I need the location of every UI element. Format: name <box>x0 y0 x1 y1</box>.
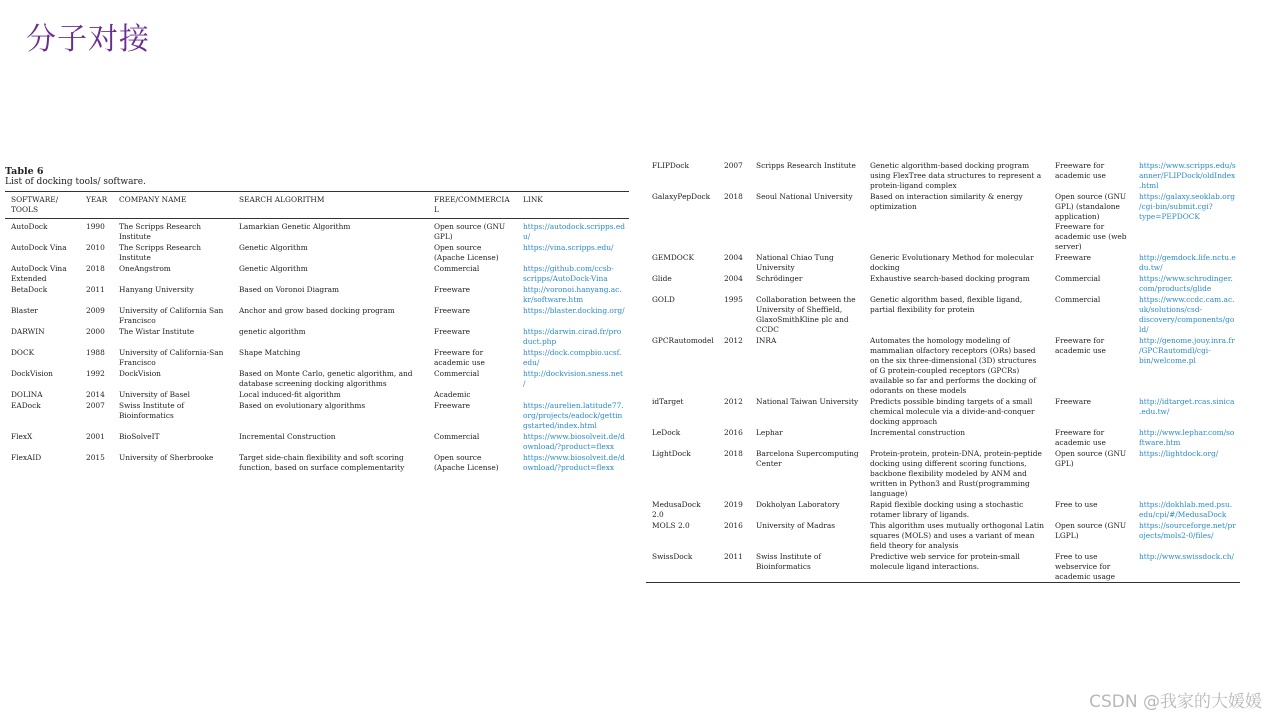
cell-algorithm: Genetic algorithm-based docking program using FlexTree data structures to represent a protein-ligand complex <box>870 161 1042 190</box>
cell-software: LeDock <box>652 428 681 437</box>
cell-software: AutoDock Vina <box>11 243 67 252</box>
table-row <box>646 160 1240 191</box>
cell-algorithm: Target side-chain flexibility and soft scoring function, based on surface complementarity <box>239 453 405 472</box>
cell-link[interactable]: https://vina.scripps.edu/ <box>523 243 614 252</box>
cell-algorithm: Local induced-fit algorithm <box>239 390 341 399</box>
cell-license: Freeware for academic use <box>1055 161 1106 180</box>
cell-company: Hanyang University <box>119 285 194 294</box>
cell-algorithm: Generic Evolutionary Method for molecular docking <box>870 253 1034 272</box>
table-right-panel <box>646 160 1240 583</box>
docking-tools-table-right <box>646 160 1240 583</box>
header-link: LINK <box>523 195 543 204</box>
cell-year: 2012 <box>724 397 743 406</box>
cell-license: Commercial <box>434 264 480 273</box>
cell-company: Scripps Research Institute <box>756 161 856 170</box>
cell-software: Blaster <box>11 306 38 315</box>
table-row <box>5 400 629 431</box>
cell-software: Glide <box>652 274 672 283</box>
cell-license: Freeware for academic use <box>1055 336 1106 355</box>
cell-software: FlexAID <box>11 453 42 462</box>
cell-license: Commercial <box>434 369 480 378</box>
cell-software: GPCRautomodel <box>652 336 714 345</box>
table-row <box>646 191 1240 252</box>
cell-link[interactable]: https://sourceforge.net/projects/mols2-0/files/ <box>1139 521 1236 540</box>
header-year: YEAR <box>86 195 108 204</box>
table-row <box>5 326 629 347</box>
header-algorithm: SEARCH ALGORITHM <box>239 195 325 204</box>
cell-algorithm: Incremental Construction <box>239 432 336 441</box>
table-left-panel <box>5 166 629 473</box>
cell-algorithm: Shape Matching <box>239 348 301 357</box>
docking-tools-table-left <box>5 191 629 473</box>
table-row <box>5 219 629 243</box>
table-row <box>646 335 1240 396</box>
cell-company: University of Madras <box>756 521 836 530</box>
cell-company: University of California-San Francisco <box>119 348 224 367</box>
cell-link[interactable]: https://www.schrodinger.com/products/glide <box>1139 274 1233 293</box>
table-row <box>5 263 629 284</box>
cell-link[interactable]: https://www.biosolveit.de/download/?product=flexx <box>523 432 625 451</box>
cell-year: 1988 <box>86 348 105 357</box>
cell-algorithm: Based on evolutionary algorithms <box>239 401 366 410</box>
cell-software: DockVision <box>11 369 53 378</box>
table-caption-title: Table 6 <box>5 166 44 177</box>
cell-company: University of Basel <box>119 390 190 399</box>
cell-algorithm: Predicts possible binding targets of a small chemical molecule via a divide-and-conquer docking approach <box>870 397 1035 426</box>
cell-link[interactable]: https://dokhlab.med.psu.edu/cpi/#/MedusaDock <box>1139 500 1233 519</box>
cell-software: MedusaDock 2.0 <box>652 500 701 519</box>
cell-license: Freeware <box>434 327 471 336</box>
cell-company: National Chiao Tung University <box>756 253 834 272</box>
cell-year: 1995 <box>724 295 743 304</box>
cell-year: 2012 <box>724 336 743 345</box>
table-row <box>646 427 1240 448</box>
cell-license: Open source (GNU GPL) <box>1055 449 1127 468</box>
table-left-body <box>5 219 629 474</box>
cell-year: 2019 <box>724 500 743 509</box>
cell-year: 2010 <box>86 243 105 252</box>
cell-license: Freeware <box>434 401 471 410</box>
cell-link[interactable] <box>517 389 629 400</box>
cell-software: GEMDOCK <box>652 253 695 262</box>
cell-year: 2000 <box>86 327 105 336</box>
cell-license: Freeware for academic use <box>434 348 485 367</box>
cell-year: 2018 <box>724 449 743 458</box>
header-license: FREE/COMMERCIAL <box>434 195 510 214</box>
slide-title: 分子对接 <box>26 22 150 57</box>
cell-license: Free to use webservice for academic usage <box>1055 552 1115 581</box>
cell-software: FLIPDock <box>652 161 689 170</box>
table-row <box>5 452 629 473</box>
cell-company: National Taiwan University <box>756 397 859 406</box>
cell-license: Freeware for academic use <box>1055 428 1106 447</box>
cell-link[interactable]: https://lightdock.org/ <box>1139 449 1219 458</box>
cell-year: 2011 <box>724 552 743 561</box>
cell-year: 2009 <box>86 306 105 315</box>
cell-algorithm: genetic algorithm <box>239 327 306 336</box>
cell-algorithm: Anchor and grow based docking program <box>239 306 395 315</box>
cell-license: Freeware <box>1055 397 1092 406</box>
cell-company: University of California San Francisco <box>119 306 224 325</box>
cell-algorithm: Protein-protein, protein-DNA, protein-peptide docking using different scoring functions, backbone flexibility modeled by ANM and written in Python3 and Rust(programming language) <box>870 449 1042 498</box>
cell-algorithm: Predictive web service for protein-small molecule ligand interactions. <box>870 552 1020 571</box>
cell-software: GalaxyPepDock <box>652 192 711 201</box>
table-row <box>5 284 629 305</box>
cell-year: 2016 <box>724 428 743 437</box>
cell-company: Barcelona Supercomputing Center <box>756 449 859 468</box>
cell-link[interactable]: https://www.scripps.edu/sanner/FLIPDock/oldIndex.html <box>1139 161 1236 190</box>
table-row <box>646 252 1240 273</box>
cell-software: EADock <box>11 401 41 410</box>
cell-year: 2007 <box>86 401 105 410</box>
cell-software: AutoDock Vina Extended <box>11 264 67 283</box>
cell-company: Swiss Institute of Bioinformatics <box>119 401 185 420</box>
cell-license: Freeware <box>434 306 471 315</box>
cell-software: idTarget <box>652 397 684 406</box>
table-row <box>646 396 1240 427</box>
cell-link[interactable]: https://aurelien.latitude77.org/projects/eadock/gettingstarted/index.html <box>523 401 624 430</box>
cell-algorithm: Based on interaction similarity & energy optimization <box>870 192 1023 211</box>
cell-link[interactable]: https://dock.compbio.ucsf.edu/ <box>523 348 622 367</box>
cell-link[interactable]: http://www.swissdock.ch/ <box>1139 552 1234 561</box>
cell-company: Swiss Institute of Bioinformatics <box>756 552 822 571</box>
cell-software: BetaDock <box>11 285 48 294</box>
header-software: SOFTWARE/ TOOLS <box>11 195 59 214</box>
cell-link[interactable]: https://github.com/ccsb-scripps/AutoDock-Vina <box>523 264 614 283</box>
table-row <box>646 520 1240 551</box>
cell-link[interactable]: https://www.biosolveit.de/download/?product=flexx <box>523 453 625 472</box>
cell-company: OneAngstrom <box>119 264 171 273</box>
cell-company: Collaboration between the University of Sheffield, GlaxoSmithKline plc and CCDC <box>756 295 856 334</box>
csdn-watermark: CSDN @我家的大媛媛 <box>1089 692 1262 712</box>
cell-algorithm: Genetic algorithm based, flexible ligand, partial flexibility for protein <box>870 295 1023 314</box>
cell-software: DOLINA <box>11 390 43 399</box>
cell-link[interactable]: https://www.ccdc.cam.ac.uk/solutions/csd-discovery/components/gold/ <box>1139 295 1235 334</box>
cell-software: AutoDock <box>11 222 48 231</box>
cell-algorithm: Rapid flexible docking using a stochastic rotamer library of ligands. <box>870 500 1024 519</box>
cell-algorithm: Incremental construction <box>870 428 966 437</box>
cell-link[interactable]: https://autodock.scripps.edu/ <box>523 222 625 241</box>
cell-software: GOLD <box>652 295 675 304</box>
table-row <box>646 448 1240 499</box>
cell-software: LightDock <box>652 449 691 458</box>
cell-algorithm: Genetic Algorithm <box>239 243 308 252</box>
cell-license: Commercial <box>434 432 480 441</box>
cell-link[interactable]: https://darwin.cirad.fr/product.php <box>523 327 622 346</box>
cell-algorithm: Genetic Algorithm <box>239 264 308 273</box>
cell-algorithm: Lamarkian Genetic Algorithm <box>239 222 351 231</box>
cell-link[interactable]: http://idtarget.rcas.sinica.edu.tw/ <box>1139 397 1235 416</box>
cell-year: 2018 <box>724 192 743 201</box>
cell-link[interactable]: http://dockvision.sness.net/ <box>523 369 623 388</box>
table-row <box>5 242 629 263</box>
table-row <box>5 431 629 452</box>
cell-year: 2016 <box>724 521 743 530</box>
cell-company: The Scripps Research Institute <box>119 222 202 241</box>
header-company: COMPANY NAME <box>119 195 187 204</box>
cell-company: Schrödinger <box>756 274 803 283</box>
cell-year: 2004 <box>724 274 743 283</box>
table-caption-subtitle: List of docking tools/ software. <box>5 177 146 187</box>
cell-software: DOCK <box>11 348 35 357</box>
cell-year: 2015 <box>86 453 105 462</box>
cell-company: DockVision <box>119 369 161 378</box>
cell-license: Commercial <box>1055 274 1101 283</box>
cell-link[interactable]: https://galaxy.seoklab.org/cgi-bin/submit.cgi?type=PEPDOCK <box>1139 192 1235 221</box>
cell-year: 2014 <box>86 390 105 399</box>
cell-algorithm: Based on Monte Carlo, genetic algorithm, and database screening docking algorithms <box>239 369 413 388</box>
cell-link[interactable]: http://www.lephar.com/software.htm <box>1139 428 1235 447</box>
cell-year: 2007 <box>724 161 743 170</box>
cell-year: 1992 <box>86 369 105 378</box>
cell-license: Freeware <box>434 285 471 294</box>
cell-year: 2004 <box>724 253 743 262</box>
table-row <box>5 305 629 326</box>
cell-year: 1990 <box>86 222 105 231</box>
cell-software: MOLS 2.0 <box>652 521 690 530</box>
cell-license: Commercial <box>1055 295 1101 304</box>
cell-license: Free to use <box>1055 500 1098 509</box>
cell-link[interactable]: http://voronoi.hanyang.ac.kr/software.htm <box>523 285 622 304</box>
cell-year: 2001 <box>86 432 105 441</box>
cell-license: Open source (GNU LGPL) <box>1055 521 1127 540</box>
table-header-row <box>5 192 629 219</box>
table-row <box>5 368 629 389</box>
table-right-body <box>646 160 1240 583</box>
cell-license: Open source (GNU GPL) <box>434 222 506 241</box>
cell-algorithm: Based on Voronoi Diagram <box>239 285 340 294</box>
cell-company: INRA <box>756 336 777 345</box>
cell-company: Dokholyan Laboratory <box>756 500 840 509</box>
table-row <box>646 294 1240 335</box>
table-row <box>646 551 1240 583</box>
cell-algorithm: This algorithm uses mutually orthogonal Latin squares (MOLS) and uses a variant of mean field theory for analysis <box>870 521 1044 550</box>
cell-software: SwissDock <box>652 552 693 561</box>
cell-link[interactable]: http://genome.jouy.inra.fr/GPCRautomdl/cgi-bin/welcome.pl <box>1139 336 1235 365</box>
cell-company: The Wistar Institute <box>119 327 195 336</box>
cell-company: Seoul National University <box>756 192 853 201</box>
table-row <box>646 273 1240 294</box>
cell-algorithm: Exhaustive search-based docking program <box>870 274 1030 283</box>
cell-year: 2018 <box>86 264 105 273</box>
cell-year: 2011 <box>86 285 105 294</box>
cell-company: Lephar <box>756 428 783 437</box>
cell-company: BioSolveIT <box>119 432 160 441</box>
table-row <box>5 389 629 400</box>
cell-company: University of Sherbrooke <box>119 453 214 462</box>
cell-license: Open source (Apache License) <box>434 243 499 262</box>
cell-license: Open source (GNU GPL) (standalone application) Freeware for academic use (web server) <box>1055 192 1127 251</box>
table-row <box>5 347 629 368</box>
cell-license: Open source (Apache License) <box>434 453 499 472</box>
cell-algorithm: Automates the homology modeling of mammalian olfactory receptors (ORs) based on the six three-dimensional (3D) structures of G protein-coupled receptors (GPCRs) available so far and performs the docking of odorants on these models <box>870 336 1037 395</box>
table-row <box>646 499 1240 520</box>
cell-company: The Scripps Research Institute <box>119 243 202 262</box>
cell-software: FlexX <box>11 432 33 441</box>
cell-license: Academic <box>434 390 471 399</box>
cell-link[interactable]: http://gemdock.life.nctu.edu.tw/ <box>1139 253 1236 272</box>
cell-license: Freeware <box>1055 253 1092 262</box>
cell-link[interactable]: https://blaster.docking.org/ <box>523 306 625 315</box>
cell-software: DARWIN <box>11 327 45 336</box>
